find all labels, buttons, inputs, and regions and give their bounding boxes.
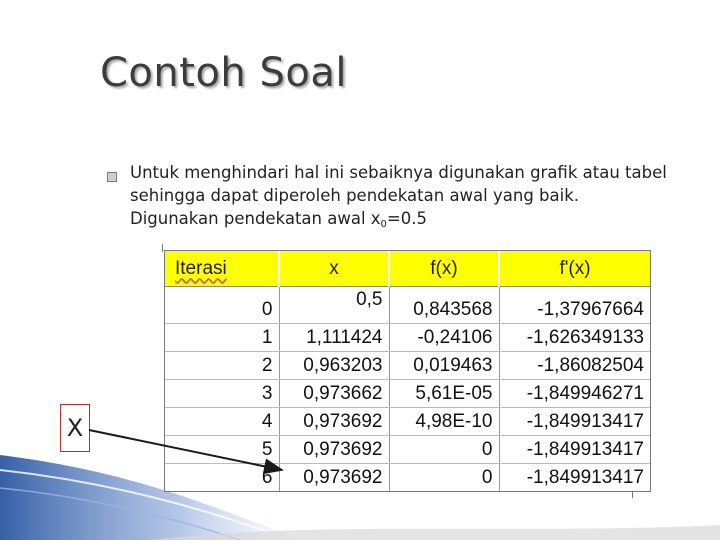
- cell-fpx: -1,626349133: [499, 324, 650, 352]
- cell-x: 0,973692: [279, 464, 389, 492]
- cell-fx: 4,98E-10: [389, 408, 499, 436]
- cell-x: 0,973692: [279, 408, 389, 436]
- slide-title: Contoh Soal: [100, 50, 347, 96]
- cell-x: 0,963203: [279, 352, 389, 380]
- header-fx: f(x): [389, 251, 499, 287]
- arrow-line: [89, 430, 282, 470]
- cell-x: 0,5: [279, 287, 389, 324]
- cell-x: 0,973662: [279, 380, 389, 408]
- cell-x: 0,973692: [279, 436, 389, 464]
- cell-fx: -0,24106: [389, 324, 499, 352]
- cell-iterasi: 3: [165, 380, 279, 408]
- bullet-text-tail: =0.5: [386, 209, 427, 228]
- cell-fpx: -1,86082504: [499, 352, 650, 380]
- cell-iterasi: 5: [165, 436, 279, 464]
- cell-iterasi: 6: [165, 464, 279, 492]
- header-fpx: f'(x): [499, 251, 650, 287]
- bullet-subscript: 0: [380, 219, 387, 230]
- cell-fpx: -1,849913417: [499, 464, 650, 492]
- cell-x: 1,111424: [279, 324, 389, 352]
- x-label-box: X: [60, 404, 90, 452]
- cell-fpx: -1,37967664: [499, 287, 650, 324]
- bullet-text-main: Untuk menghindari hal ini sebaiknya digunakan grafik atau tabel sehingga dapat diperoleh pendekatan awal yang baik. Digunakan pendekatan awal x: [130, 163, 667, 228]
- cell-fx: 0,843568: [389, 287, 499, 324]
- cell-fpx: -1,849913417: [499, 408, 650, 436]
- cell-fx: 0: [389, 436, 499, 464]
- header-x: x: [279, 251, 389, 287]
- cell-iterasi: 4: [165, 408, 279, 436]
- cell-fx: 5,61E-05: [389, 380, 499, 408]
- cell-iterasi: 1: [165, 324, 279, 352]
- cell-fx: 0,019463: [389, 352, 499, 380]
- header-iterasi: Iterasi: [165, 251, 279, 287]
- cell-fx: 0: [389, 464, 499, 492]
- cell-fpx: -1,849946271: [499, 380, 650, 408]
- cell-iterasi: 0: [165, 287, 279, 324]
- cell-iterasi: 2: [165, 352, 279, 380]
- cell-fpx: -1,849913417: [499, 436, 650, 464]
